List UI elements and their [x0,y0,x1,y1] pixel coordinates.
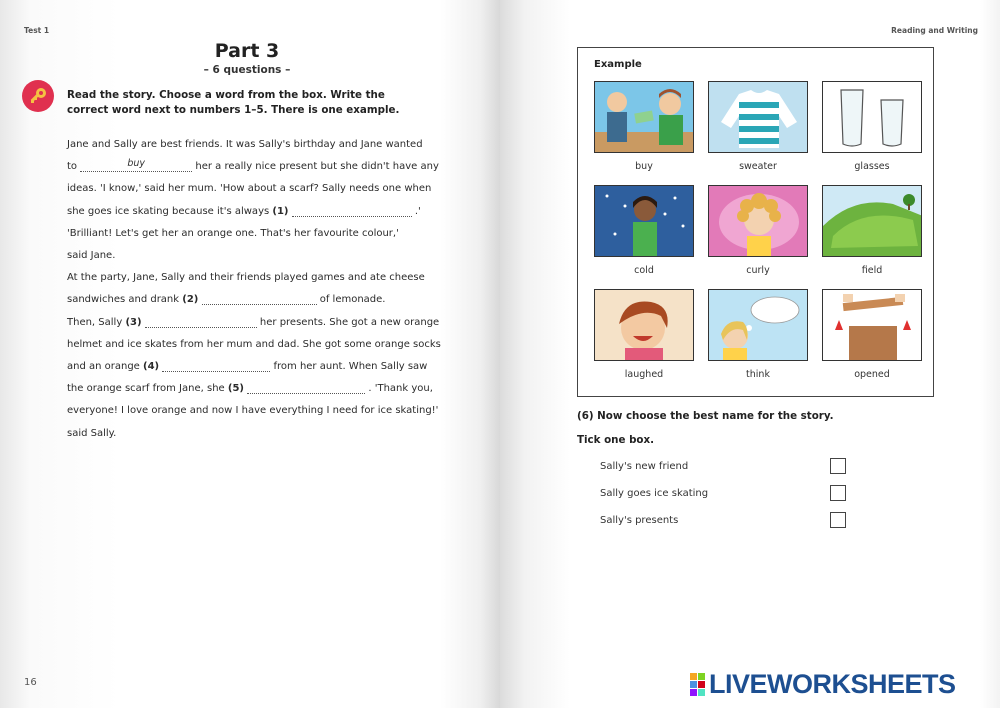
story-text-segment: her a really nice present but she didn't have any [192,161,439,173]
question-6: (6) Now choose the best name for the story. [577,410,834,422]
story-line [67,378,437,400]
story-text-segment: .' [411,205,421,217]
logo-square [690,673,697,680]
answer-blank[interactable] [145,314,257,328]
option-label-2: Sally goes ice skating [600,488,709,499]
story-text-segment: At the party, Jane, Sally and their friends played games and ate cheese [67,272,425,284]
logo-square [690,681,697,688]
word-sweater: sweater [739,161,777,172]
story-text-segment: 'Brilliant! Let's get her an orange one. That's her favourite colour,' [67,227,399,239]
story-line [67,223,437,245]
story-text-segment: and an orange [67,361,144,373]
word-box [577,47,934,397]
story-text-segment: the orange scarf from Jane, she [67,383,228,395]
word-laughed: laughed [624,369,664,380]
word-glasses: glasses [854,161,890,172]
question-number: (1) [272,205,289,217]
story-text-segment: sandwiches and drank [67,294,183,306]
picture-buy [594,81,694,153]
part-subtitle: – 6 questions – [203,64,291,76]
story-text-segment: of lemonade. [316,294,386,306]
running-head-right: Reading and Writing [891,26,978,35]
right-page [500,0,1000,708]
answer-blank[interactable] [162,358,270,372]
picture-field [822,185,922,257]
story-line [67,312,440,334]
story-line [67,334,441,356]
answer-blank[interactable] [292,203,412,217]
liveworksheets-logo [690,668,956,700]
word-think: think [746,369,770,380]
story-line [67,289,437,311]
picture-glasses [822,81,922,153]
story-text-segment: said Sally. [67,427,117,439]
picture-cold [594,185,694,257]
option-label-3: Sally's presents [600,515,679,526]
question-number: (2) [182,294,199,306]
story-line [67,178,437,200]
option-label-1: Sally's new friend [600,461,689,472]
picture-curly [708,185,808,257]
story-text-segment: she goes ice skating because it's always [67,205,273,217]
logo-square [698,673,705,680]
example-answer: buy [127,158,146,170]
story-text-segment: Then, Sally [67,316,126,328]
picture-opened [822,289,922,361]
logo-square [698,689,705,696]
logo-square [690,689,697,696]
story-text-segment: ideas. 'I know,' said her mum. 'How about a scarf? Sally needs one when [67,183,432,195]
logo-text: LIVEWORKSHEETS [709,668,956,699]
word-buy: buy [635,161,653,172]
example-label: Example [594,59,642,70]
option-checkbox-2[interactable] [830,485,846,501]
story-text [67,134,441,445]
question-number: (4) [143,361,160,373]
story-text-segment: her presents. She got a new orange [256,316,440,328]
story-line [67,201,437,223]
question-number: (5) [227,383,244,395]
picture-think [708,289,808,361]
tick-instruction: Tick one box. [577,434,655,446]
page-number: 16 [24,677,37,688]
story-text-segment: . 'Thank you, [365,383,433,395]
running-head-left: Test 1 [24,26,50,35]
answer-blank[interactable] [247,380,365,394]
question-number: (3) [125,316,142,328]
picture-sweater [708,81,808,153]
instructions: Read the story. Choose a word from the box. Write the correct word next to numbers 1–5. There is one example. [67,89,400,116]
story-text-segment: Jane and Sally are best friends. It was Sally's birthday and Jane wanted [67,139,423,150]
story-line [67,156,437,178]
logo-square [698,681,705,688]
word-opened: opened [854,369,890,380]
story-text-segment: to [67,161,81,173]
story-line [67,400,437,422]
word-curly: curly [746,265,770,276]
key-icon [22,80,54,112]
story-line [67,356,437,378]
logo-squares-icon [690,673,705,696]
story-line [67,423,437,445]
story-line [67,245,437,267]
word-cold: cold [634,265,654,276]
part-title: Part 3 [214,40,280,62]
answer-blank[interactable] [202,291,317,305]
story-text-segment: everyone! I love orange and now I have everything I need for ice skating!' [67,405,439,417]
option-checkbox-1[interactable] [830,458,846,474]
picture-laughed [594,289,694,361]
example-answer-blank [80,158,192,172]
story-line [67,267,437,289]
story-text-segment: from her aunt. When Sally saw [270,361,428,373]
option-checkbox-3[interactable] [830,512,846,528]
word-field: field [861,265,883,276]
story-text-segment: said Jane. [67,250,116,262]
story-text-segment: helmet and ice skates from her mum and dad. She got some orange socks [67,338,441,350]
